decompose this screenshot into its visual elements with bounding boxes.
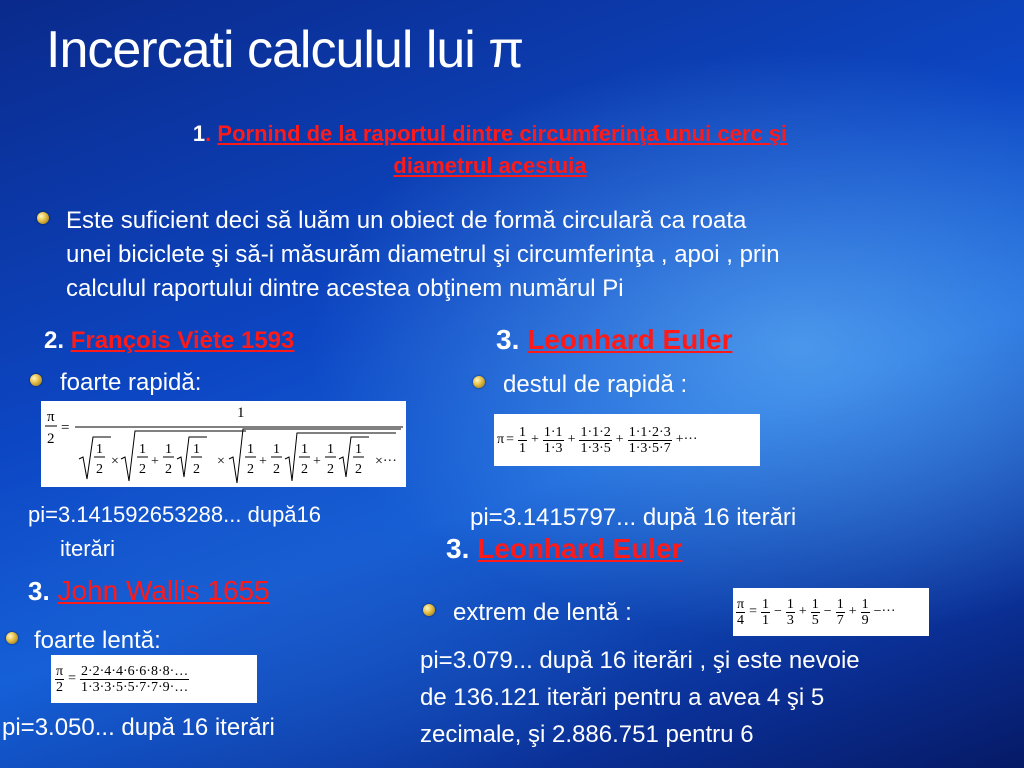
section1-number: 1 (192, 121, 206, 146)
viete-formula-graphic (41, 401, 406, 487)
section1-heading-line1: Pornind de la raportul dintre circumferinţa unui cerc şi (217, 121, 788, 146)
viete-rhs-num: 1 (237, 405, 245, 421)
section1-bullet-line1: Este suficient deci să luăm un obiect de formă circulară ca roata (66, 207, 747, 234)
viete-number: 2. (44, 327, 65, 354)
wallis-rhs-num: 2·2·4·4·6·6·8·8·… (80, 663, 189, 679)
viete-result-line1: pi=3.141592653288... după16 (28, 502, 322, 527)
svg-text:1: 1 (165, 442, 172, 457)
viete-formula (41, 401, 406, 487)
svg-text:2: 2 (355, 462, 362, 477)
euler1-number: 3. (496, 324, 520, 355)
euler2-heading (446, 533, 683, 565)
section1-heading (70, 118, 910, 182)
viete-heading (44, 327, 294, 355)
euler1-bullet-text: destul de rapidă : (503, 371, 688, 398)
euler2-lhs-den: 4 (737, 612, 745, 628)
euler2-result (420, 642, 860, 753)
viete-result-line2: iterări (60, 536, 116, 561)
euler2-lhs-num: π (737, 596, 745, 612)
svg-text:1: 1 (355, 442, 362, 457)
wallis-result: pi=3.050... după 16 iterări (2, 714, 275, 741)
svg-text:1: 1 (301, 442, 308, 457)
euler1-formula: π = $\frac{1}{1}$ + $\frac{1\cdot 1}{1\cdot 3}$ + $\frac{1\cdot 1\cdot 2}{1\cdot 3\cdot 5}$ + $\frac{1\cdot 1\cdot 2\cdot 3}{1\cdot 3\cdot 5\cdot 7}$ +··· (494, 414, 760, 466)
section1-heading-line2: diametrul acestuia (393, 153, 587, 178)
euler2-result-line2: de 136.121 iterări pentru a avea 4 şi 5 (420, 684, 825, 711)
svg-text:2: 2 (96, 462, 103, 477)
svg-text:1: 1 (273, 442, 280, 457)
wallis-name: John Wallis 1655 (57, 575, 270, 606)
svg-text:2: 2 (327, 462, 334, 477)
wallis-heading (28, 575, 270, 607)
svg-text:2: 2 (193, 462, 200, 477)
euler2-number: 3. (446, 533, 470, 564)
euler1-result: pi=3.1415797... după 16 iterări (470, 504, 797, 531)
svg-text:2: 2 (301, 462, 308, 477)
euler2-formula: $\frac{\pi}{4}$ = $\frac{1}{1}$ − $\frac{1}{3}$ + $\frac{1}{5}$ − $\frac{1}{7}$ + $\frac{1}{9}$ −··· (733, 588, 929, 636)
bullet-icon (473, 376, 485, 388)
section1-bullet-line2: unei biciclete şi să-i măsurăm diametrul şi circumferinţa , apoi , prin (66, 241, 780, 268)
svg-text:1: 1 (139, 442, 146, 457)
svg-text:×···: ×··· (375, 454, 397, 469)
svg-text:1: 1 (247, 442, 254, 457)
wallis-rhs-den: 1·3·3·5·5·7·7·9·… (80, 679, 189, 695)
svg-text:1: 1 (193, 442, 200, 457)
euler1-heading (496, 324, 733, 356)
svg-text:×: × (217, 454, 225, 469)
section1-dot: . (205, 121, 212, 146)
viete-result (28, 498, 321, 566)
bullet-icon (30, 374, 42, 386)
svg-text:+: + (259, 454, 267, 469)
svg-text:=: = (61, 420, 70, 436)
svg-text:+: + (313, 454, 321, 469)
svg-text:1: 1 (327, 442, 334, 457)
svg-text:+: + (151, 454, 159, 469)
euler1-lhs: π (497, 432, 505, 447)
viete-name: François Viète 1593 (70, 327, 295, 354)
svg-text:×: × (111, 454, 119, 469)
bullet-icon (423, 604, 435, 616)
svg-text:2: 2 (247, 462, 254, 477)
euler2-name: Leonhard Euler (477, 533, 683, 564)
wallis-bullet-text: foarte lentă: (34, 627, 161, 654)
wallis-lhs-num: π (56, 663, 64, 679)
svg-text:1: 1 (96, 442, 103, 457)
page-title: Incercati calculul lui π (46, 21, 524, 79)
wallis-formula: $\frac{\pi}{2}$ = $\frac{2\cdot 2\cdot 4\cdot 4\cdot 6\cdot 6\cdot 8\cdot 8\cdot\dots}{1\cdot 3\cdot 3\cdot 5\cdot 5\cdot 7\cdot 7\cdot 9\cdot\dots}$ (51, 655, 257, 703)
viete-bullet-text: foarte rapidă: (60, 369, 202, 396)
euler2-bullet-text: extrem de lentă : (453, 599, 632, 626)
wallis-lhs-den: 2 (56, 679, 64, 695)
svg-text:2: 2 (273, 462, 280, 477)
euler2-result-line3: zecimale, şi 2.886.751 pentru 6 (420, 721, 754, 748)
svg-text:2: 2 (139, 462, 146, 477)
section1-bullet-text (66, 204, 780, 306)
viete-lhs-num: π (47, 409, 55, 425)
section1-bullet-line3: calculul raportului dintre acestea obţinem numărul Pi (66, 275, 624, 302)
wallis-number: 3. (28, 576, 50, 606)
bullet-icon (6, 632, 18, 644)
viete-lhs-den: 2 (47, 431, 55, 447)
bullet-icon (37, 212, 49, 224)
svg-text:2: 2 (165, 462, 172, 477)
euler2-result-line1: pi=3.079... după 16 iterări , şi este nevoie (420, 647, 860, 674)
euler1-name: Leonhard Euler (527, 324, 733, 355)
